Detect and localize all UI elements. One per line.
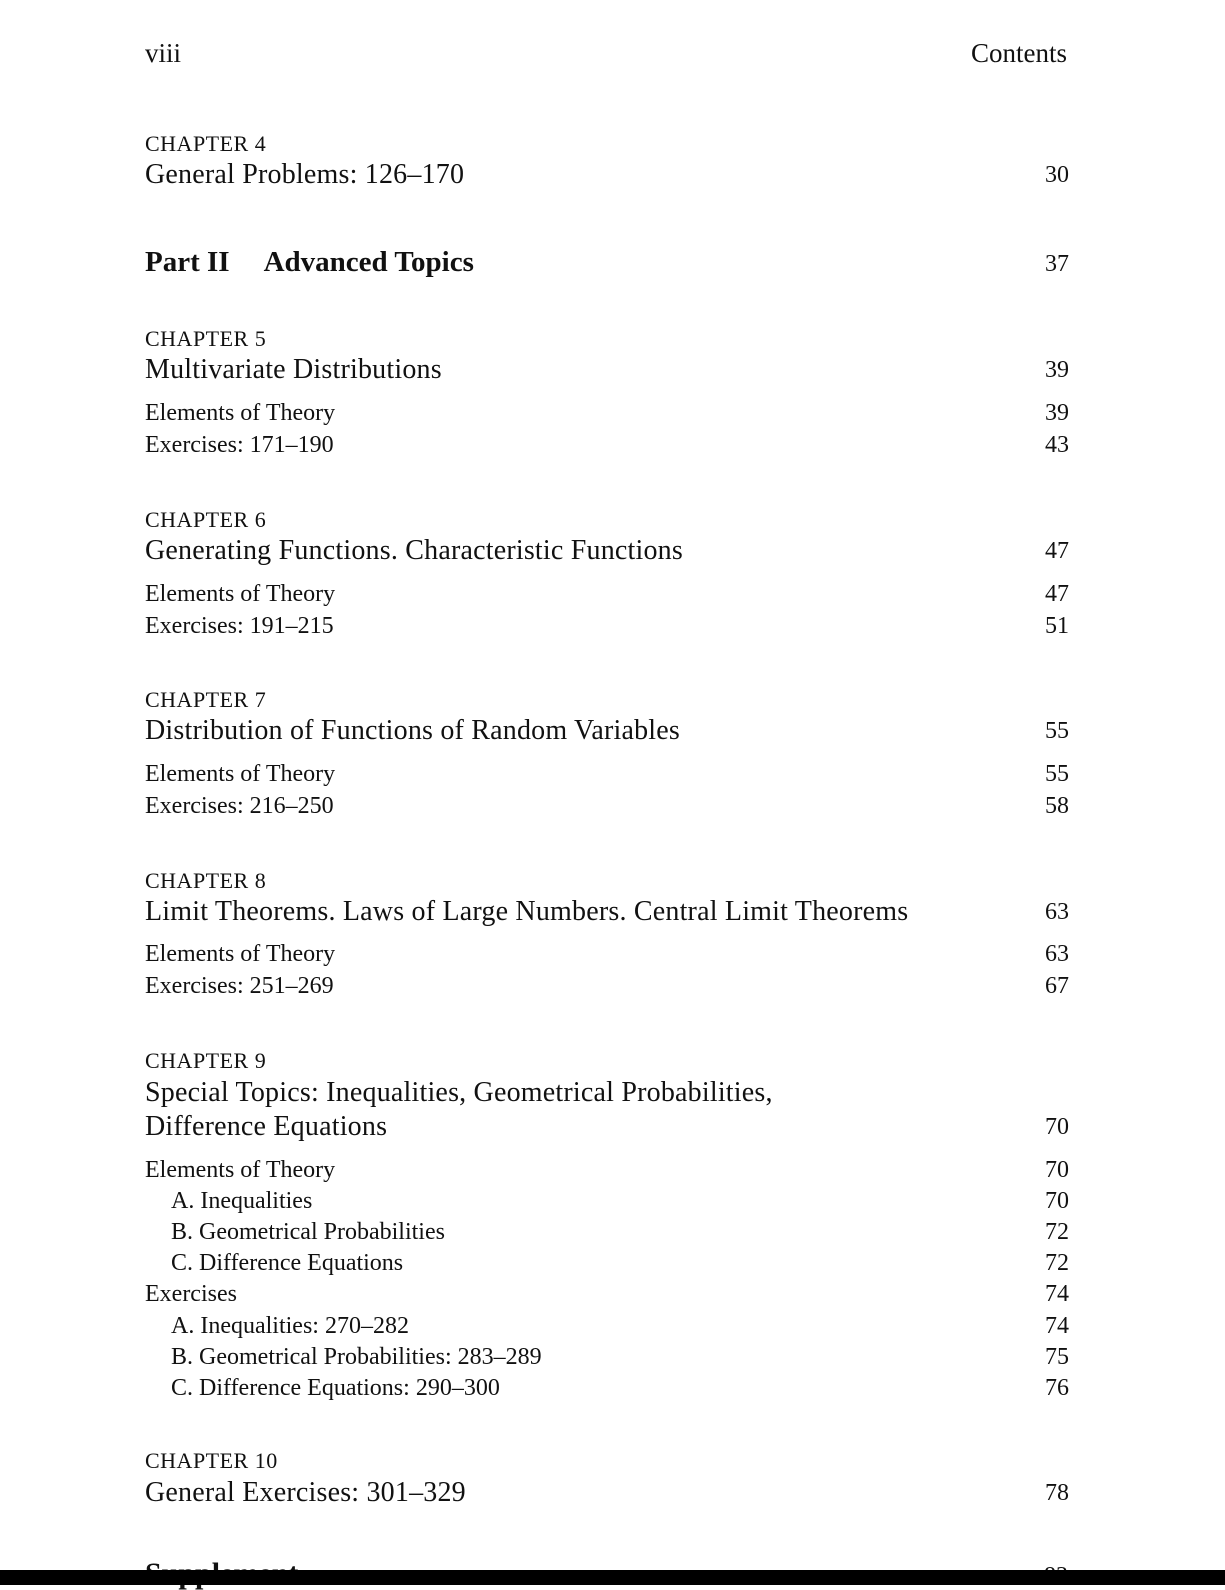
toc-entry-title: Exercises (145, 1281, 237, 1307)
chapter-8-entry[interactable] (145, 896, 1069, 932)
chapter-4-title: General Problems: 126–170 (145, 159, 465, 190)
chapter-6-title: Generating Functions. Characteristic Functions (145, 535, 683, 566)
toc-entry-page: 74 (1045, 1281, 1069, 1307)
page-header (145, 38, 1067, 72)
chapter-6-page: 47 (1045, 538, 1069, 564)
chapter-7-page: 55 (1045, 718, 1069, 744)
toc-entry-page: 43 (1045, 432, 1069, 458)
chapter-5-page: 39 (1045, 357, 1069, 383)
chapter-7-label: CHAPTER 7 (145, 687, 267, 712)
toc-subentry-title: A. Inequalities (171, 1188, 313, 1214)
toc-entry[interactable] (145, 1281, 1069, 1317)
toc-entry-title: Exercises: 251–269 (145, 973, 334, 999)
chapter-10-page: 78 (1045, 1480, 1069, 1506)
chapter-9-title-part-1: Special Topics: Inequalities, Geometrical Probabilities, (145, 1077, 773, 1108)
toc-entry-title: Elements of Theory (145, 581, 336, 607)
toc-subentry-title: B. Geometrical Probabilities: 283–289 (171, 1344, 542, 1370)
toc-subentry-title: C. Difference Equations: 290–300 (171, 1375, 500, 1401)
toc-subentry-title: C. Difference Equations (171, 1250, 404, 1276)
toc-entry-title: Exercises: 216–250 (145, 793, 334, 819)
chapter-8-title: Limit Theorems. Laws of Large Numbers. Central Limit Theorems (145, 896, 909, 927)
chapter-9-label: CHAPTER 9 (145, 1048, 267, 1073)
chapter-6-entry[interactable] (145, 535, 1069, 571)
toc-subentry-page: 72 (1045, 1219, 1069, 1245)
chapter-8-page: 63 (1045, 899, 1069, 925)
chapter-5-label: CHAPTER 5 (145, 326, 267, 351)
toc-entry[interactable] (145, 793, 1069, 829)
toc-entry[interactable] (145, 941, 1069, 977)
toc-entry-page: 67 (1045, 973, 1069, 999)
toc-subentry-title: B. Geometrical Probabilities (171, 1219, 445, 1245)
toc-entry-title: Elements of Theory (145, 761, 336, 787)
running-title: Contents (970, 38, 1067, 68)
toc-entry-title: Elements of Theory (145, 400, 336, 426)
toc-subentry[interactable] (145, 1375, 1069, 1411)
chapter-7-title: Distribution of Functions of Random Variables (145, 715, 680, 746)
toc-subentry-page: 70 (1045, 1188, 1069, 1214)
part-2-title: Advanced Topics (263, 246, 474, 278)
chapter-8-label: CHAPTER 8 (145, 868, 267, 893)
part-2-heading (145, 246, 474, 279)
toc-entry-page: 58 (1045, 793, 1069, 819)
toc-entry-page: 47 (1045, 581, 1069, 607)
chapter-4-label: CHAPTER 4 (145, 131, 267, 156)
chapter-6-label: CHAPTER 6 (145, 507, 267, 532)
chapter-4-page: 30 (1045, 162, 1069, 188)
toc-entry-title: Exercises: 171–190 (145, 432, 334, 458)
chapter-10-title: General Exercises: 301–329 (145, 1477, 466, 1508)
chapter-4-entry[interactable] (145, 159, 1069, 195)
toc-subentry-page: 74 (1045, 1313, 1069, 1339)
toc-entry-page: 39 (1045, 400, 1069, 426)
chapter-9-title-line-1[interactable] (145, 1077, 1069, 1113)
toc-entry[interactable] (145, 581, 1069, 617)
part-2-page: 37 (1045, 251, 1069, 277)
chapter-10-entry[interactable] (145, 1477, 1069, 1513)
toc-entry-page: 51 (1045, 613, 1069, 639)
toc-entry-page: 70 (1045, 1157, 1069, 1183)
page-folio: viii (145, 38, 182, 68)
scan-bottom-edge (0, 1570, 1225, 1585)
chapter-9-title-part-2: Difference Equations (145, 1111, 388, 1142)
toc-entry[interactable] (145, 761, 1069, 797)
toc-entry-page: 55 (1045, 761, 1069, 787)
chapter-9-page: 70 (1045, 1114, 1069, 1140)
toc-entry-title: Exercises: 191–215 (145, 613, 334, 639)
part-2-entry[interactable] (145, 246, 1069, 282)
toc-entry-page: 63 (1045, 941, 1069, 967)
toc-entry-title: Elements of Theory (145, 941, 336, 967)
part-2-number: Part II (145, 246, 230, 278)
chapter-5-entry[interactable] (145, 354, 1069, 390)
toc-subentry-page: 76 (1045, 1375, 1069, 1401)
toc-entry[interactable] (145, 613, 1069, 649)
chapter-10-label: CHAPTER 10 (145, 1448, 278, 1473)
toc-entry-title: Elements of Theory (145, 1157, 336, 1183)
toc-subentry-page: 72 (1045, 1250, 1069, 1276)
toc-subentry-title: A. Inequalities: 270–282 (171, 1313, 409, 1339)
toc-entry[interactable] (145, 973, 1069, 1009)
toc-entry[interactable] (145, 400, 1069, 436)
toc-entry[interactable] (145, 432, 1069, 468)
chapter-7-entry[interactable] (145, 715, 1069, 751)
toc-subentry-page: 75 (1045, 1344, 1069, 1370)
chapter-9-entry[interactable] (145, 1111, 1069, 1147)
chapter-5-title: Multivariate Distributions (145, 354, 442, 385)
